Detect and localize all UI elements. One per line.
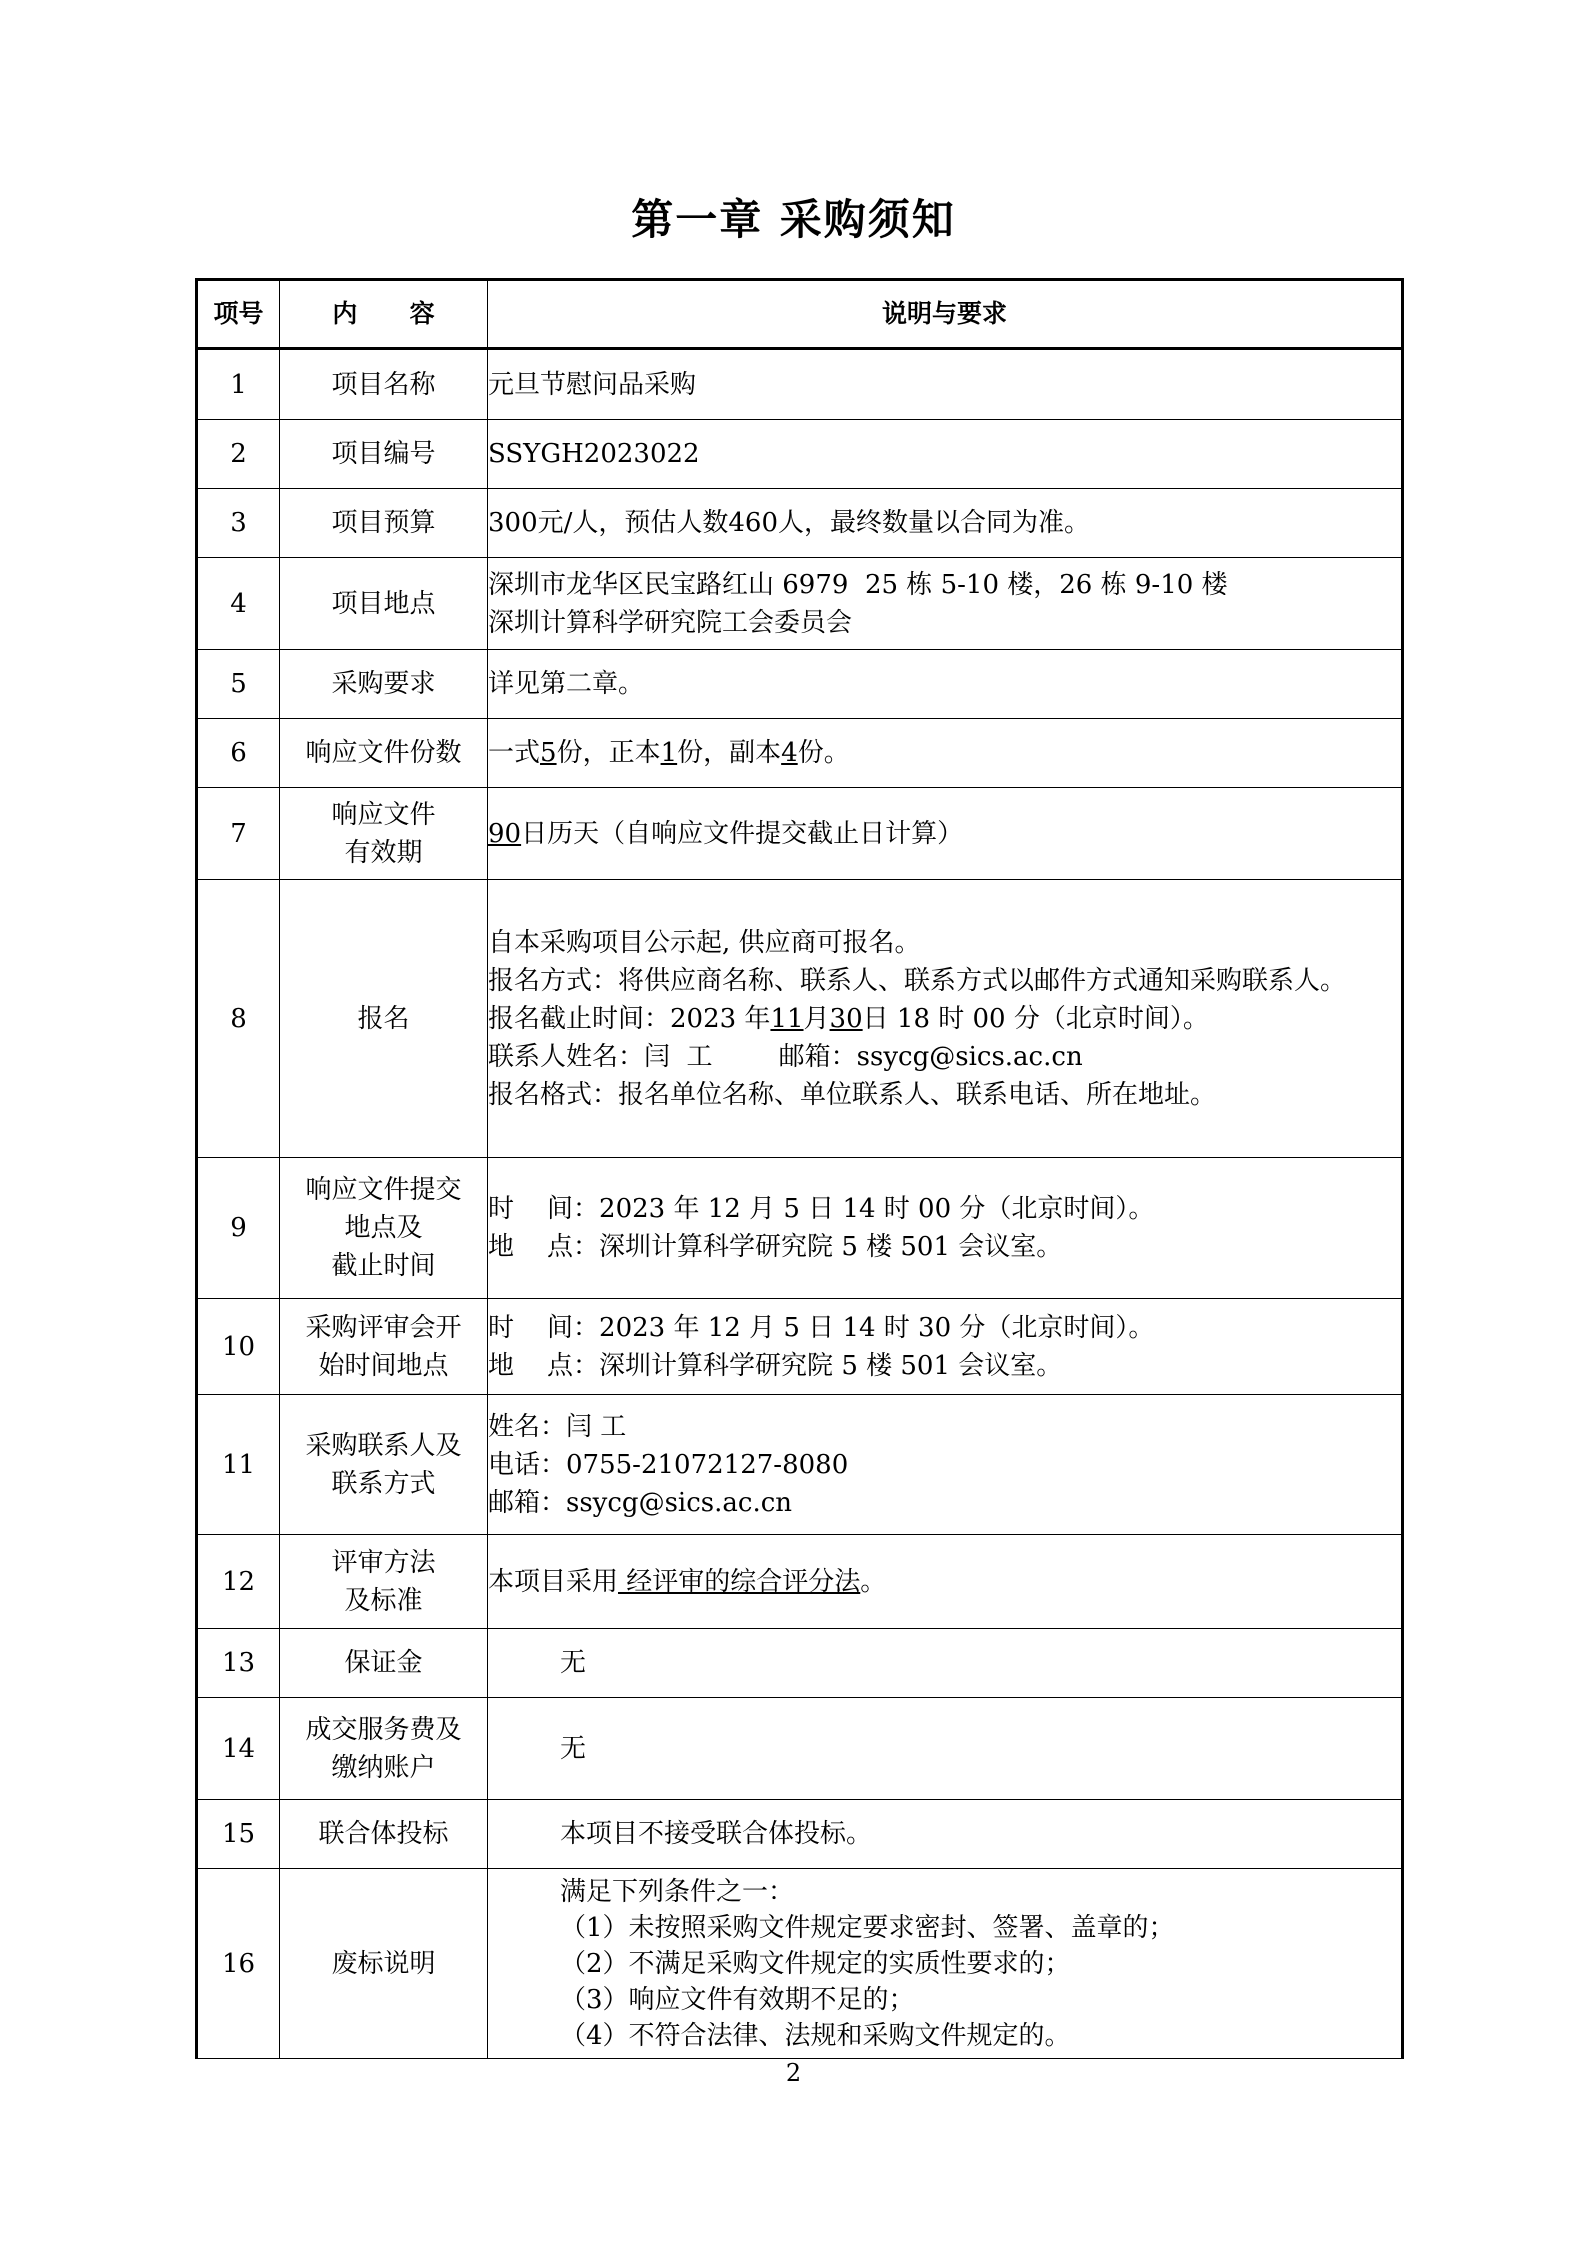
row-number: 16 (197, 1869, 280, 2059)
row-desc: 无 (488, 1698, 1403, 1800)
row-number: 6 (197, 719, 280, 788)
row-item: 采购联系人及 联系方式 (280, 1395, 488, 1535)
originals-count: 1 (660, 738, 678, 768)
row-number: 7 (197, 788, 280, 880)
table-row (197, 1158, 1403, 1299)
row-number: 1 (197, 349, 280, 420)
row-item: 项目地点 (280, 558, 488, 650)
row-desc: 90日历天（自响应文件提交截止日计算） (488, 788, 1403, 880)
row-number: 10 (197, 1299, 280, 1395)
row-desc: 满足下列条件之一： （1）未按照采购文件规定要求密封、签署、盖章的； （2）不满足采购文件规定的实质性要求的； （3）响应文件有效期不足的； （4）不符合法律、法规和采购文件规定的。 (488, 1869, 1403, 2059)
row-desc: 一式5份，正本1份，副本4份。 (488, 719, 1403, 788)
row-number: 12 (197, 1535, 280, 1629)
table-row (197, 1698, 1403, 1800)
page-number: 2 (785, 2059, 802, 2087)
header-desc: 说明与要求 (488, 280, 1403, 349)
table-row (197, 420, 1403, 489)
table-row (197, 1299, 1403, 1395)
row-item: 响应文件提交 地点及 截止时间 (280, 1158, 488, 1299)
row-number: 5 (197, 650, 280, 719)
row-item: 联合体投标 (280, 1800, 488, 1869)
row-desc: 本项目不接受联合体投标。 (488, 1800, 1403, 1869)
row-desc: 元旦节慰问品采购 (488, 349, 1403, 420)
row-item: 采购要求 (280, 650, 488, 719)
row-desc: 深圳市龙华区民宝路红山 6979 25 栋 5-10 楼，26 栋 9-10 楼 深圳计算科学研究院工会委员会 (488, 558, 1403, 650)
row-item: 项目预算 (280, 489, 488, 558)
row-number: 3 (197, 489, 280, 558)
validity-days: 90 (488, 818, 522, 849)
row-number: 8 (197, 880, 280, 1158)
row-item: 成交服务费及 缴纳账户 (280, 1698, 488, 1800)
deadline-month: 11 (770, 1003, 804, 1034)
row-item: 响应文件 有效期 (280, 788, 488, 880)
row-item: 项目名称 (280, 349, 488, 420)
table-row (197, 1869, 1403, 2059)
table-row (197, 1535, 1403, 1629)
row-item: 废标说明 (280, 1869, 488, 2059)
row-number: 9 (197, 1158, 280, 1299)
row-desc: 自本采购项目公示起, 供应商可报名。 报名方式：将供应商名称、联系人、联系方式以邮件方式通知采购联系人。 报名截止时间：2023 年11月30日 18 时 00 分（北京时间）。 联系人姓名：闫 工 邮箱：ssycg@sics.ac.cn 报名格式：报名单位名称、单位联系人、联系电话、所在地址。 (488, 880, 1403, 1158)
table-row (197, 1395, 1403, 1535)
table-row (197, 1800, 1403, 1869)
row-desc: 详见第二章。 (488, 650, 1403, 719)
row-item: 保证金 (280, 1629, 488, 1698)
table-row (197, 650, 1403, 719)
row-desc: 300元/人，预估人数460人，最终数量以合同为准。 (488, 489, 1403, 558)
row-item: 项目编号 (280, 420, 488, 489)
row-number: 14 (197, 1698, 280, 1800)
duplicates-count: 4 (781, 738, 798, 768)
row-desc: 姓名：闫 工 电话：0755-21072127-8080 邮箱：ssycg@sics.ac.cn (488, 1395, 1403, 1535)
row-desc: SSYGH2023022 (488, 420, 1403, 489)
deadline-day: 30 (829, 1003, 863, 1034)
table-row (197, 1629, 1403, 1698)
page-title: 第一章 采购须知 (631, 195, 956, 244)
row-desc: 本项目采用 经评审的综合评分法。 (488, 1535, 1403, 1629)
row-number: 13 (197, 1629, 280, 1698)
evaluation-method: 经评审的综合评分法 (618, 1566, 861, 1597)
row-desc: 无 (488, 1629, 1403, 1698)
row-number: 11 (197, 1395, 280, 1535)
row-number: 15 (197, 1800, 280, 1869)
row-desc: 时 间：2023 年 12 月 5 日 14 时 00 分（北京时间）。 地 点：深圳计算科学研究院 5 楼 501 会议室。 (488, 1158, 1403, 1299)
table-row (197, 558, 1403, 650)
row-item: 采购评审会开 始时间地点 (280, 1299, 488, 1395)
header-item: 内 容 (280, 280, 488, 349)
row-item: 响应文件份数 (280, 719, 488, 788)
table-header-row (197, 280, 1403, 349)
table-row (197, 489, 1403, 558)
header-no: 项号 (197, 280, 280, 349)
table-row (197, 349, 1403, 420)
row-number: 2 (197, 420, 280, 489)
copies-count: 5 (540, 738, 557, 768)
row-desc: 时 间：2023 年 12 月 5 日 14 时 30 分（北京时间）。 地 点：深圳计算科学研究院 5 楼 501 会议室。 (488, 1299, 1403, 1395)
row-item: 评审方法 及标准 (280, 1535, 488, 1629)
row-item: 报名 (280, 880, 488, 1158)
table-row (197, 719, 1403, 788)
row-number: 4 (197, 558, 280, 650)
table-row (197, 788, 1403, 880)
table-row (197, 880, 1403, 1158)
procurement-notice-table (195, 278, 1404, 2059)
